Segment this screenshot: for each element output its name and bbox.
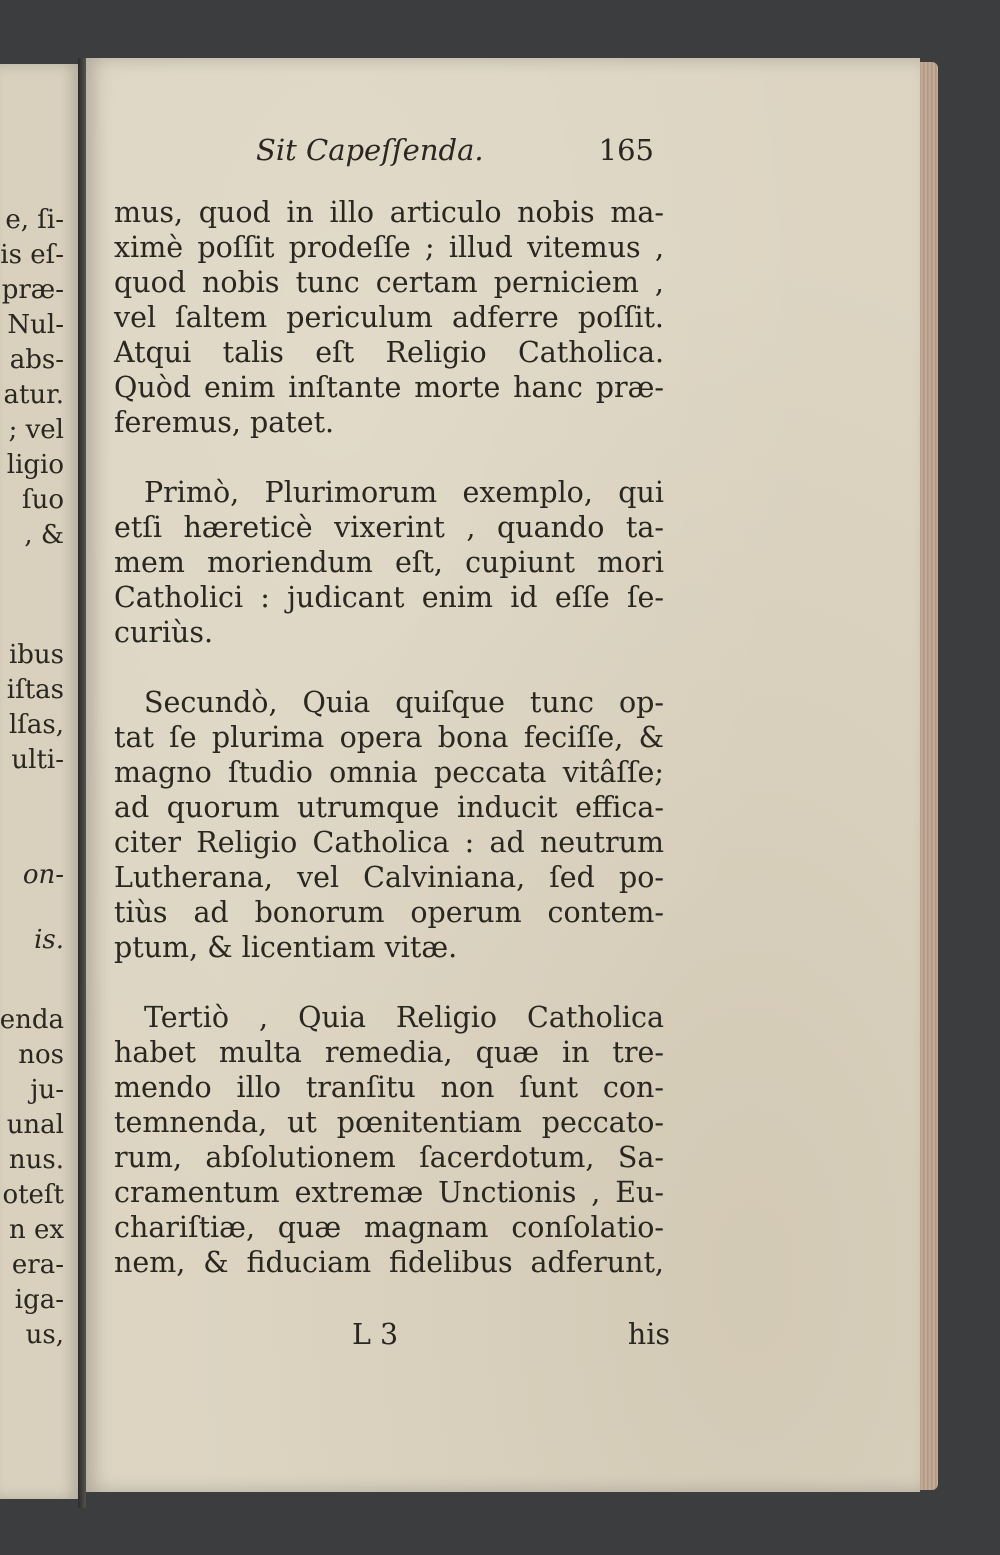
text-line: tiùs ad bonorum operum contem- — [114, 896, 664, 929]
text-line: Atqui talis eſt Religio Catholica. — [114, 336, 664, 369]
left-page-fragment: n ex — [8, 1215, 64, 1245]
text-line: Lutherana, vel Calviniana, ſed po- — [114, 861, 664, 894]
page-footer — [114, 1318, 670, 1358]
left-page-fragment: lſas, — [8, 710, 64, 740]
text-line: chariſtiæ, quæ magnam conſolatio- — [114, 1211, 664, 1244]
left-page-fragment: ju- — [30, 1075, 64, 1105]
text-line: temnenda, ut pœnitentiam peccato- — [114, 1106, 664, 1139]
left-page-fragment: us, — [25, 1320, 64, 1350]
text-line: Primò, Plurimorum exemplo, qui — [144, 476, 664, 509]
text-line: etſi hæreticè vixerint , quando ta- — [114, 511, 664, 544]
text-line: vel ſaltem periculum adferre poſſit. — [114, 301, 664, 334]
left-page-fragment: iga- — [14, 1285, 64, 1315]
paragraph-2 — [114, 475, 664, 650]
text-line: tat ſe plurima opera bona feciſſe, & — [114, 721, 664, 754]
text-line: quod nobis tunc certam perniciem , — [114, 266, 664, 299]
left-page-fragment: unal — [6, 1110, 64, 1140]
text-line: magno ſtudio omnia peccata vitâſſe; — [114, 756, 664, 789]
left-page-fragment: nos — [18, 1040, 64, 1070]
paragraph-1 — [114, 195, 664, 440]
body-text — [114, 195, 664, 1315]
text-line: ad quorum utrumque inducit effica- — [114, 791, 664, 824]
left-page-fragment: oteſt — [2, 1180, 64, 1210]
running-title: Sit Capeſſenda. — [256, 133, 484, 167]
left-page-fragment: on- — [22, 860, 64, 890]
signature-mark: L 3 — [352, 1318, 399, 1351]
text-line: Quòd enim inſtante morte hanc præ- — [114, 371, 664, 404]
text-line: rum, abſolutionem ſacerdotum, Sa- — [114, 1141, 664, 1174]
left-page-fragment: is. — [34, 925, 64, 955]
left-page-fragment: nus. — [8, 1145, 64, 1175]
left-page-fragment: ; vel — [8, 415, 64, 445]
text-line: ptum, & licentiam vitæ. — [114, 931, 458, 964]
text-line: feremus, patet. — [114, 406, 335, 439]
text-line: mendo illo tranſitu non ſunt con- — [114, 1071, 664, 1104]
page-header — [256, 133, 666, 177]
text-line: Catholici : judicant enim id eſſe ſe- — [114, 581, 664, 614]
page-number: 165 — [598, 133, 654, 167]
left-page-fragment: is eſ- — [0, 240, 64, 270]
text-line: Tertiò , Quia Religio Catholica — [144, 1001, 664, 1034]
text-line: mus, quod in illo articulo nobis ma- — [114, 196, 664, 229]
left-page-fragment: e, ſi- — [5, 205, 64, 235]
text-line: ximè poſſit prodeſſe ; illud vitemus , — [114, 231, 664, 264]
catchword: his — [627, 1318, 670, 1351]
left-page-fragment: era- — [11, 1250, 64, 1280]
text-line: cramentum extremæ Unctionis , Eu- — [114, 1176, 664, 1209]
left-page-fragment: enda — [0, 1005, 64, 1035]
book-gutter — [78, 58, 86, 1508]
text-line: Secundò, Quia quiſque tunc op- — [144, 686, 664, 719]
previous-page-edge — [0, 64, 80, 1499]
paragraph-4 — [114, 1000, 664, 1280]
paragraph-3 — [114, 685, 664, 965]
left-page-fragment: Nul- — [7, 310, 64, 340]
text-line: citer Religio Catholica : ad neutrum — [114, 826, 664, 859]
left-page-fragment: abs- — [9, 345, 64, 375]
text-line: habet multa remedia, quæ in tre- — [114, 1036, 664, 1069]
left-page-fragment: ligio — [6, 450, 64, 480]
left-page-fragment: ulti- — [11, 745, 64, 775]
left-page-fragment: atur. — [3, 380, 64, 410]
text-line: mem moriendum eſt, cupiunt mori — [114, 546, 664, 579]
text-line: curiùs. — [114, 616, 214, 649]
left-page-fragment: præ- — [1, 275, 64, 305]
left-page-fragment: iſtas — [6, 675, 64, 705]
text-line: nem, & fiduciam fidelibus adferunt, — [114, 1246, 664, 1279]
left-page-fragment: , & — [24, 520, 64, 550]
left-page-fragment: ibus — [8, 640, 64, 670]
left-page-fragment: ſuo — [21, 485, 64, 515]
